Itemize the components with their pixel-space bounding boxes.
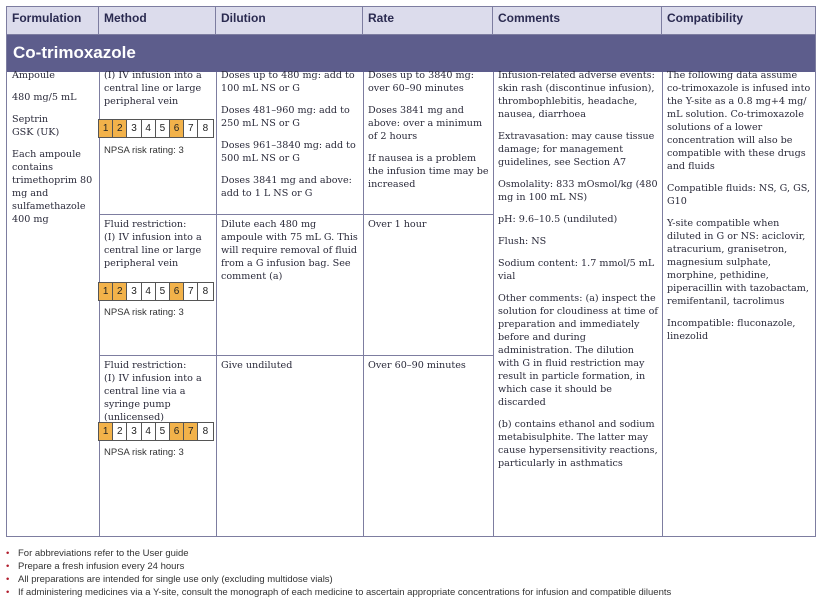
formulation-cell <box>12 69 96 235</box>
header-method: Method <box>99 7 216 35</box>
rating-box: 5 <box>156 120 170 137</box>
header-rate: Rate <box>363 7 493 35</box>
rate-cell-3 <box>368 359 490 381</box>
comment-text: Extravasation: may cause tissue damage; for management guidelines, see Section A7 <box>498 131 655 168</box>
npsa-rating-label-2: NPSA risk rating: 3 <box>104 307 184 318</box>
bullet-icon: • <box>6 587 10 598</box>
header-formulation: Formulation <box>7 7 99 35</box>
rate-text: If nausea is a problem the infusion time may be increased <box>368 153 489 190</box>
method-text: (I) IV infusion into a central line or large peripheral vein <box>104 70 202 107</box>
rating-box: 6 <box>170 120 184 137</box>
npsa-rating-label-1: NPSA risk rating: 3 <box>104 145 184 156</box>
column-divider <box>662 72 663 536</box>
comment-text: Other comments: (a) inspect the solution for cloudiness at time of preparation and immediately before and during administration. The dilution with G in fluid restriction may result in particle formation, in which case it should be discarded <box>498 293 658 408</box>
compatibility-text: Compatible fluids: NS, G, GS, G10 <box>667 183 811 207</box>
header-comments: Comments <box>493 7 662 35</box>
npsa-rating-bar-2 <box>98 282 214 301</box>
rating-box: 3 <box>127 120 141 137</box>
compatibility-text: Y-site compatible when diluted in G or NS: aciclovir, atracurium, granisetron, magnesium sulphate, morphine, pethidine, piperacillin with tazobactam, remifentanil, tacrolimus <box>667 218 809 307</box>
rating-box: 8 <box>198 283 212 300</box>
rating-box: 4 <box>142 120 156 137</box>
npsa-rating-label-3: NPSA risk rating: 3 <box>104 447 184 458</box>
rating-box: 7 <box>184 120 198 137</box>
formulation-brand: Septrin <box>12 114 49 125</box>
drug-name-band: Co-trimoxazole <box>7 35 815 72</box>
dilution-text: Doses 481–960 mg: add to 250 mL NS or G <box>221 105 350 129</box>
rating-box: 2 <box>113 283 127 300</box>
npsa-rating-bar-1 <box>98 119 214 138</box>
compatibility-text: Incompatible: fluconazole, linezolid <box>667 318 796 342</box>
dilution-text: Doses up to 480 mg: add to 100 mL NS or G <box>221 70 355 94</box>
comment-text: Osmolality: 833 mOsmol/kg (480 mg in 100 mL NS) <box>498 179 658 203</box>
rate-text: Over 60–90 minutes <box>368 360 466 371</box>
formulation-type: Ampoule <box>12 70 55 81</box>
footnotes <box>6 547 816 599</box>
rating-box: 8 <box>198 423 212 440</box>
formulation-strength: 480 mg/5 mL <box>12 92 77 103</box>
rating-box: 8 <box>198 120 212 137</box>
rating-box: 2 <box>113 423 127 440</box>
rating-box: 5 <box>156 423 170 440</box>
column-divider <box>216 72 217 536</box>
footnote-item: • For abbreviations refer to the User guide <box>6 548 189 559</box>
bullet-icon: • <box>6 548 10 559</box>
method-title: Fluid restriction: <box>104 360 187 371</box>
comment-text: Sodium content: 1.7 mmol/5 mL vial <box>498 258 655 282</box>
rating-box: 3 <box>127 283 141 300</box>
compatibility-cell <box>667 69 813 352</box>
rate-cell-1 <box>368 69 490 200</box>
method-cell-2 <box>104 218 212 279</box>
method-title: Fluid restriction: <box>104 219 187 230</box>
bullet-icon: • <box>6 561 10 572</box>
row-divider <box>99 214 493 215</box>
comment-text: Infusion-related adverse events: skin rash (discontinue infusion), thrombophlebitis, headache, nausea, diarrhoea <box>498 70 655 120</box>
header-dilution: Dilution <box>216 7 363 35</box>
formulation-contents: Each ampoule contains trimethoprim 80 mg and sulfamethazole 400 mg <box>12 149 93 225</box>
rating-box: 6 <box>170 283 184 300</box>
dilution-cell-3 <box>221 359 359 381</box>
column-divider <box>363 72 364 536</box>
npsa-rating-bar-3 <box>98 422 214 441</box>
rate-text: Doses 3841 mg and above: over a minimum of 2 hours <box>368 105 483 142</box>
comment-text: (b) contains ethanol and sodium metabisulphite. The latter may cause hypersensitivity reactions, particularly in asthmatics <box>498 419 658 469</box>
dilution-cell-1 <box>221 69 359 209</box>
comment-text: Flush: NS <box>498 236 547 247</box>
dilution-text: Doses 3841 mg and above: add to 1 L NS or G <box>221 175 352 199</box>
rating-box: 6 <box>170 423 184 440</box>
method-text: (I) IV infusion into a central line via a syringe pump (unlicensed) <box>104 373 202 423</box>
column-divider <box>493 72 494 536</box>
bullet-icon: • <box>6 574 10 585</box>
dilution-text: Dilute each 480 mg ampoule with 75 mL G. This will require removal of fluid from a G infusion bag. See comment (a) <box>221 219 358 282</box>
comment-text: pH: 9.6–10.5 (undiluted) <box>498 214 618 225</box>
rating-box: 4 <box>142 283 156 300</box>
dilution-cell-2 <box>221 218 359 292</box>
compatibility-text: The following data assume co-trimoxazole is infused into the Y-site as a 0.8 mg+4 mg/ mL solution. Co-trimoxazole solutions of a lower concentration will also be compatible with these drugs and fluids <box>667 70 811 172</box>
rate-cell-2 <box>368 218 490 240</box>
footnote-item: • If administering medicines via a Y-site, consult the monograph of each medicine to ascertain appropriate concentrations for infusion and compatible diluents <box>6 587 672 598</box>
footnote-item: • All preparations are intended for single use only (excluding multidose vials) <box>6 574 333 585</box>
method-text: (I) IV infusion into a central line or large peripheral vein <box>104 232 202 269</box>
comments-cell <box>498 69 658 479</box>
rating-box: 7 <box>184 283 198 300</box>
formulation-manufacturer: GSK (UK) <box>12 127 60 138</box>
rating-box: 1 <box>99 423 113 440</box>
rating-box: 2 <box>113 120 127 137</box>
dilution-text: Doses 961–3840 mg: add to 500 mL NS or G <box>221 140 356 164</box>
rating-box: 7 <box>184 423 198 440</box>
rating-box: 1 <box>99 283 113 300</box>
rating-box: 5 <box>156 283 170 300</box>
rate-text: Doses up to 3840 mg: over 60–90 minutes <box>368 70 475 94</box>
dilution-text: Give undiluted <box>221 360 293 371</box>
column-divider <box>99 72 100 536</box>
monograph-table <box>6 6 816 537</box>
rating-box: 3 <box>127 423 141 440</box>
rate-text: Over 1 hour <box>368 219 427 230</box>
footnote-item: • Prepare a fresh infusion every 24 hours <box>6 561 185 572</box>
rating-box: 4 <box>142 423 156 440</box>
method-cell-1 <box>104 69 212 117</box>
row-divider <box>99 355 493 356</box>
header-compatibility: Compatibility <box>667 11 744 25</box>
rating-box: 1 <box>99 120 113 137</box>
table-header-row <box>7 7 815 35</box>
